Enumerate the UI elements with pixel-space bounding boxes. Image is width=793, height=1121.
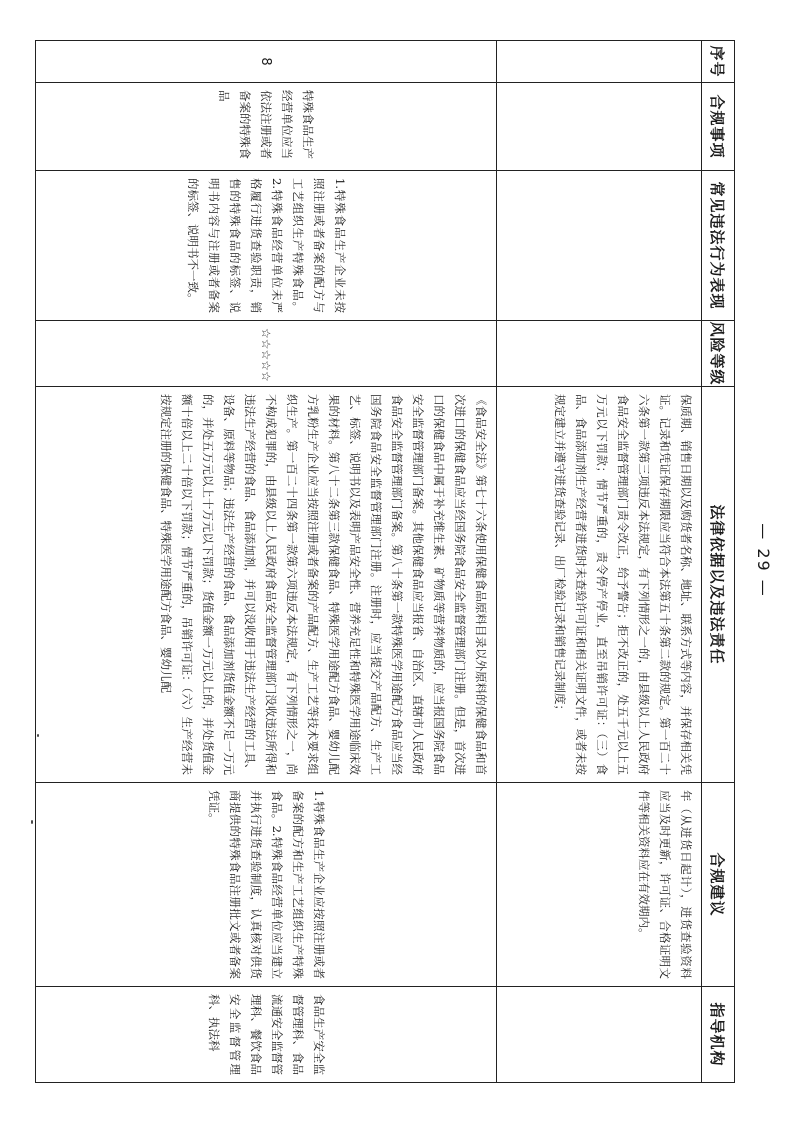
row-law: 保质期、销售日期以及购货者名称、地址、联系方式等内容，并保存相关凭证。记录和凭证保存期限应当符合本法第五十条第二款的规定。第一百二十六条第一款第三项违反本法规定，有下列情形之一的，由县级以上人民政府食品安全监督管理部门责令改正，给予警告；拒不改正的，处五千元以上五万元以下罚款；情节严重的，责令停产停业，直至吊销许可证：（三）食品、食品添加剂生产经营者进货时未查验许可证和相关证明文件，或者未按规定建立并遵守进货查验记录、出厂检验记录和销售记录制度； xyxy=(497,387,702,783)
row-item xyxy=(497,83,702,171)
row-item: 特殊食品生产经营单位应当依法注册或者备案的特殊食品 xyxy=(36,83,497,171)
header-risk: 风险等级 xyxy=(702,321,735,387)
header-behavior: 常见违法行为表现 xyxy=(702,171,735,321)
row-law: 《食品安全法》第七十六条使用保健食品原料目录以外原料的保健食品和首次进口的保健食品应当经国务院食品安全监督管理部门注册。但是，首次进口的保健食品中属于补充维生素、矿物质等营养物质的，应当报国务院食品安全监督管理部门备案。其他保健食品应当报省、自治区、直辖市人民政府食品安全监督管理部门备案。第八十条第一款特殊医学用途配方食品应当经国务院食品安全监督管理部门注册。注册时，应当提交产品配方、生产工艺、标签、说明书以及表明产品安全性、营养充足性和特殊医学用途临床效果的材料。第八十二条第三款保健食品、特殊医学用途配方食品、婴幼儿配方乳粉生产企业应当按照注册或者备案的产品配方、生产工艺等技术要求组织生产。第一百二十四条第一款第六项违反本法规定，有下列情形之一，尚不构成犯罪的，由县级以上人民政府食品安全监督管理部门没收违法所得和违法生产经营的食品、食品添加剂，并可以没收用于违法生产经营的工具、设备、原料等物品；违法生产经营的食品、食品添加剂货值金额不足一万元的，并处五万元以上十万元以下罚款；货值金额一万元以上的，并处货值金额十倍以上二十倍以下罚款；情节严重的，吊销许可证：（六）生产经营未按规定注册的保健食品、特殊医学用途配方食品、婴幼儿配 xyxy=(36,387,497,783)
row-agency xyxy=(497,987,702,1083)
row-advice: 年（从进货日起计），进货查验资料应当及时更新，许可证、合格证明文件等相关资料应在有效期内。 xyxy=(497,783,702,987)
table-row xyxy=(497,41,702,1083)
header-law: 法律依据以及违法责任 xyxy=(702,387,735,783)
row-risk xyxy=(497,321,702,387)
row-risk: ☆☆☆☆☆ xyxy=(36,321,497,387)
header-item: 合规事项 xyxy=(702,83,735,171)
header-advice: 合规建议 xyxy=(702,783,735,987)
header-number: 序号 xyxy=(702,41,735,83)
row-advice: 1.特殊食品生产企业应按照注册或者备案的配方和生产工艺组织生产特殊食品。2.特殊食品经营单位应当建立并执行进货查验制度，认真核对供货商提供的特殊食品注册批文或者备案凭证。 xyxy=(36,783,497,987)
row-number: 8 xyxy=(36,41,497,83)
table-row xyxy=(36,41,497,1083)
row-behavior: 1.特殊食品生产企业未按照注册或者备案的配方与工艺组织生产特殊食品。2.特殊食品经营单位未严格履行进货查验职责，销售的特殊食品的标签、说明书内容与注册或者备案的标签、说明书不一致。 xyxy=(36,171,497,321)
row-behavior xyxy=(497,171,702,321)
compliance-table xyxy=(35,40,735,1083)
row-number xyxy=(497,41,702,83)
table-header-row xyxy=(702,41,735,1083)
page-number: — 29 — xyxy=(754,523,773,598)
header-agency: 指导机构 xyxy=(702,987,735,1083)
row-agency: 食品生产安全监督管理科、食品流通安全监督管理科、餐饮食品安全监督管理科、执法科 xyxy=(36,987,497,1083)
